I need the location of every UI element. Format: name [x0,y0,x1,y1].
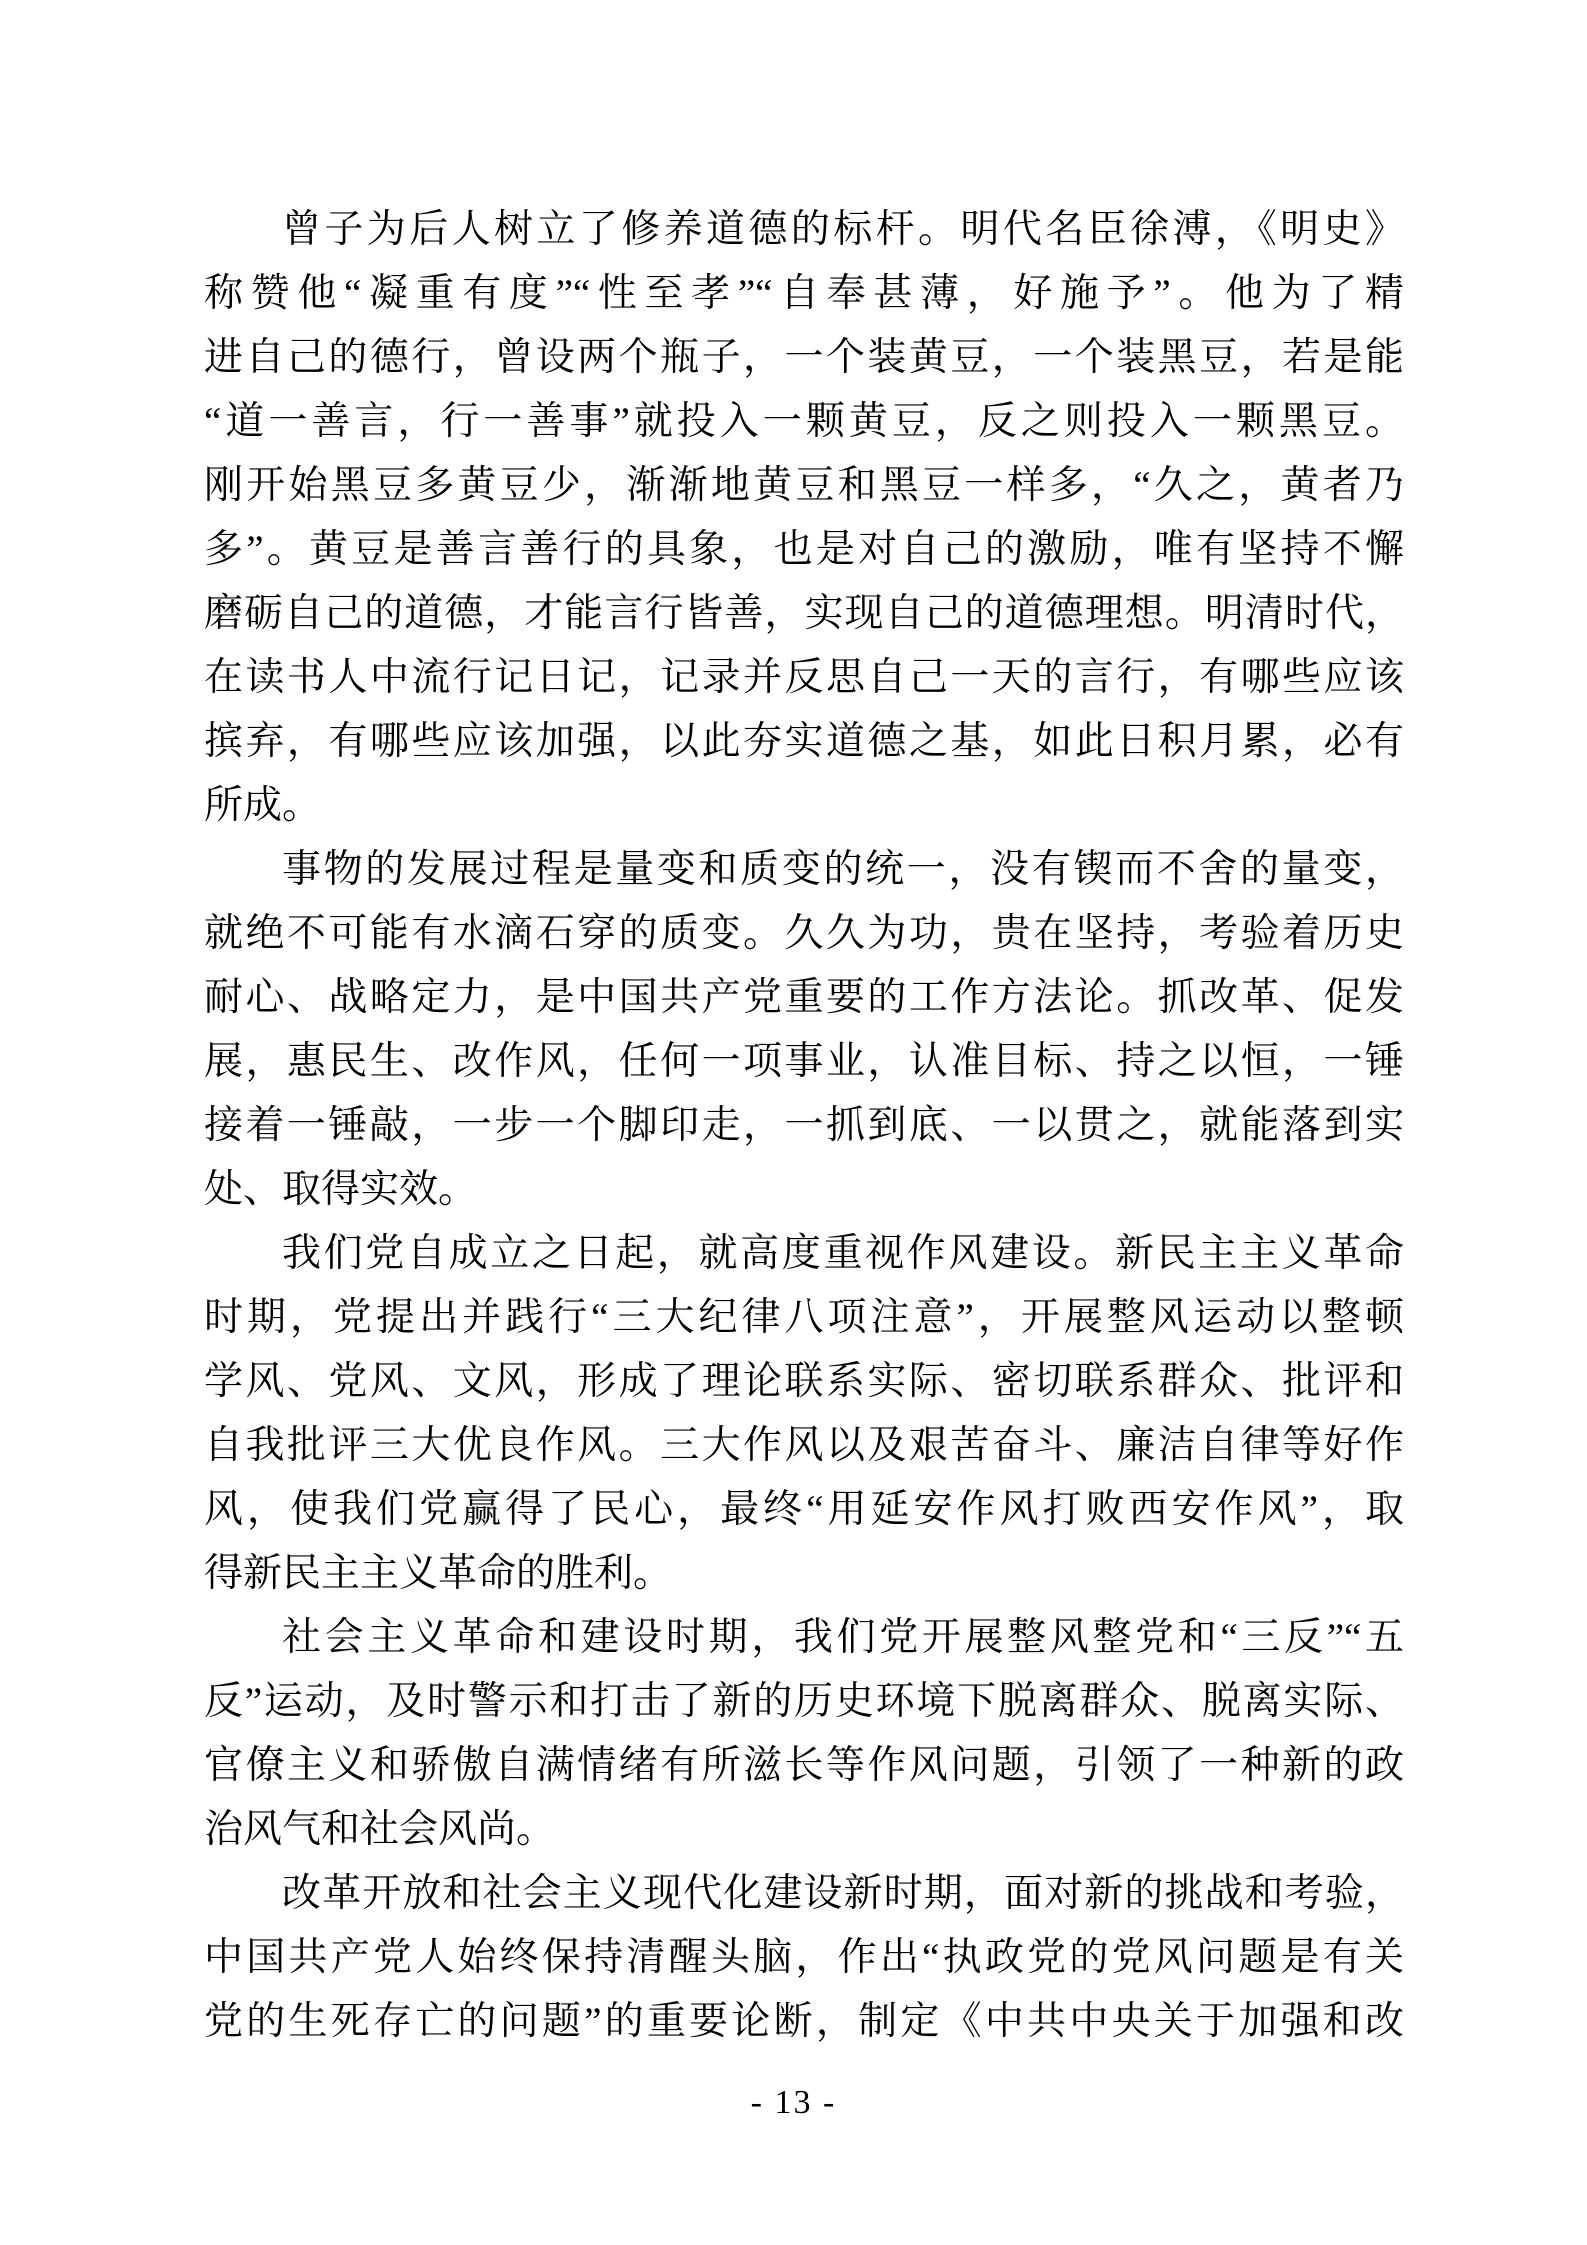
text-line: 官僚主义和骄傲自满情绪有所滋长等作风问题，引领了一种新的政 [204,1744,1404,1787]
paragraph [204,1606,1404,1862]
text-line: 展，惠民生、改作风，任何一项事业，认准目标、持之以恒，一锤 [204,1040,1404,1083]
text-line: 得新民主主义革命的胜利。 [204,1552,673,1595]
text-line: 反”运动，及时警示和打击了新的历史环境下脱离群众、脱离实际、 [204,1680,1404,1723]
text-line: 学风、党风、文风，形成了理论联系实际、密切联系群众、批评和 [204,1360,1404,1403]
text-line: 社会主义革命和建设时期，我们党开展整风整党和“三反”“五 [282,1616,1404,1659]
text-line: 接着一锤敲，一步一个脚印走，一抓到底、一以贯之，就能落到实 [204,1104,1404,1147]
text-line: 事物的发展过程是量变和质变的统一，没有锲而不舍的量变， [282,848,1404,891]
text-line: 摈弃，有哪些应该加强，以此夯实道德之基，如此日积月累，必有 [204,720,1404,763]
text-line: 称赞他“凝重有度”“性至孝”“自奉甚薄，好施予”。他为了精 [204,272,1404,315]
text-line: “道一善言，行一善事”就投入一颗黄豆，反之则投入一颗黑豆。 [204,400,1404,443]
text-line: 多”。黄豆是善言善行的具象，也是对自己的激励，唯有坚持不懈 [204,528,1404,571]
text-line: 党的生死存亡的问题”的重要论断，制定《中共中央关于加强和改 [204,2000,1404,2043]
text-line: 处、取得实效。 [204,1168,478,1211]
text-line: 刚开始黑豆多黄豆少，渐渐地黄豆和黑豆一样多，“久之，黄者乃 [204,464,1404,507]
text-line: 磨砺自己的道德，才能言行皆善，实现自己的道德理想。明清时代， [204,592,1404,635]
text-line: 治风气和社会风尚。 [204,1808,556,1851]
text-line: 就绝不可能有水滴石穿的质变。久久为功，贵在坚持，考验着历史 [204,912,1404,955]
page-number: - 13 - [750,2084,837,2121]
text-line: 中国共产党人始终保持清醒头脑，作出“执政党的党风问题是有关 [204,1936,1404,1979]
text-line: 在读书人中流行记日记，记录并反思自己一天的言行，有哪些应该 [204,656,1404,699]
text-line: 时期，党提出并践行“三大纪律八项注意”，开展整风运动以整顿 [204,1296,1404,1339]
page-footer [0,2082,1587,2124]
text-line: 耐心、战略定力，是中国共产党重要的工作方法论。抓改革、促发 [204,976,1404,1019]
text-line: 风，使我们党赢得了民心，最终“用延安作风打败西安作风”，取 [204,1488,1404,1531]
text-line: 我们党自成立之日起，就高度重视作风建设。新民主主义革命 [282,1232,1404,1275]
text-line: 进自己的德行，曾设两个瓶子，一个装黄豆，一个装黑豆，若是能 [204,336,1404,379]
paragraph [204,1222,1404,1606]
text-line: 自我批评三大优良作风。三大作风以及艰苦奋斗、廉洁自律等好作 [204,1424,1404,1467]
paragraph [204,198,1404,838]
document-body [204,198,1404,2054]
text-line: 所成。 [204,784,322,827]
text-line: 改革开放和社会主义现代化建设新时期，面对新的挑战和考验， [282,1872,1404,1915]
text-line: 曾子为后人树立了修养道德的标杆。明代名臣徐溥，《明史》 [282,208,1404,251]
paragraph [204,1862,1404,2054]
paragraph [204,838,1404,1222]
